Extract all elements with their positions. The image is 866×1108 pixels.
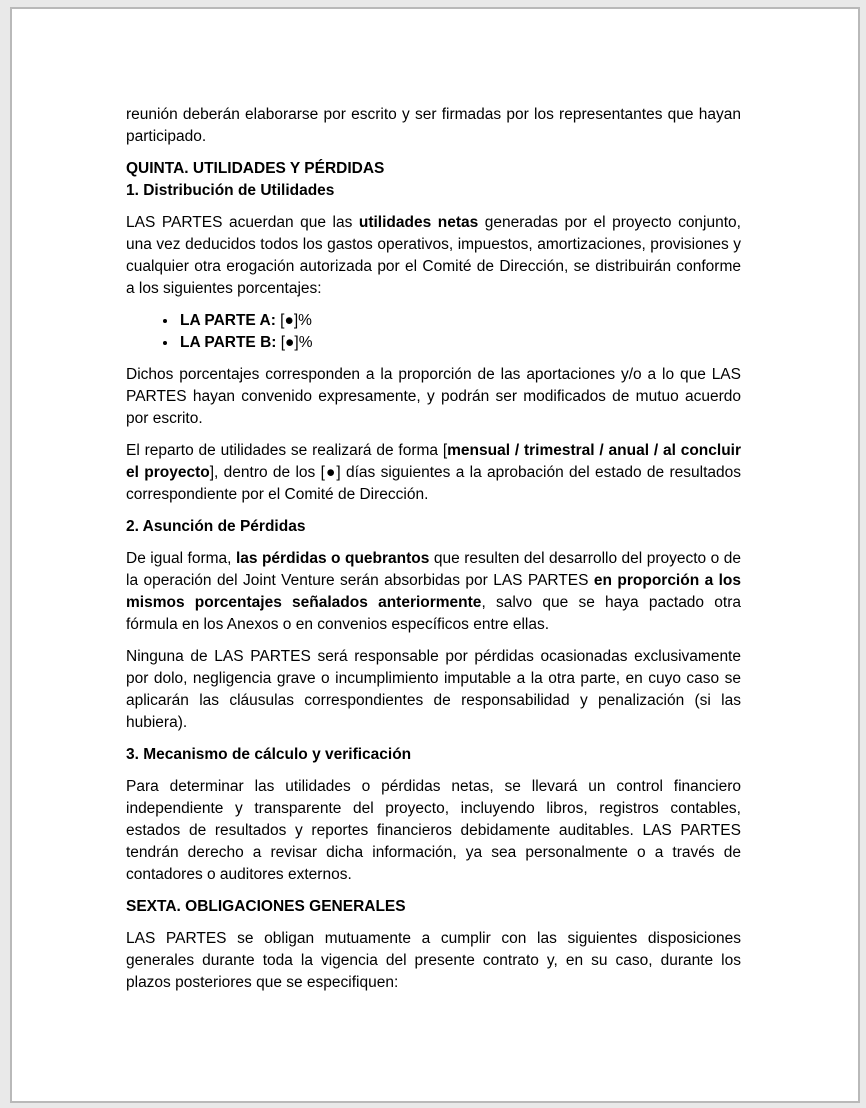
text: LAS PARTES acuerdan que las: [126, 214, 359, 231]
bold-text: SEXTA. OBLIGACIONES GENERALES: [126, 898, 406, 915]
heading-line: [126, 516, 741, 538]
text: Dichos porcentajes corresponden a la proporción de las aportaciones y/o a lo que LAS PARTES hayan convenido expresamente, y podrán ser modificados de mutuo acuerdo por escrito.: [126, 366, 741, 427]
paragraph: [126, 212, 741, 300]
text: [●]%: [276, 334, 313, 351]
bold-text: en proporción a los mismos porcentajes señalados anteriormente: [126, 572, 741, 611]
text: LAS PARTES se obligan mutuamente a cumplir con las siguientes disposiciones generales durante toda la vigencia del presente contrato y, en su caso, durante los plazos posteriores que se especifiquen:: [126, 930, 741, 991]
bold-text: utilidades netas: [358, 214, 479, 231]
bold-text: LA PARTE B:: [180, 334, 277, 351]
bold-text: 2. Asunción de Pérdidas: [126, 518, 306, 535]
heading-line: [126, 158, 741, 180]
bold-text: las pérdidas o quebrantos: [235, 550, 430, 567]
text: generadas por el proyecto conjunto, una vez deducidos todos los gastos operativos, impuestos, amortizaciones, provisiones y cualquier otra erogación autorizada por el Comité de Dirección, se distribuirán conforme a los siguientes porcentajes:: [126, 214, 741, 297]
text: De igual forma,: [126, 550, 236, 567]
section-heading: [126, 516, 741, 538]
text: [●]%: [275, 312, 312, 329]
bold-text: LA PARTE A:: [180, 312, 276, 329]
text: que resulten del desarrollo del proyecto o de la operación del Joint Venture serán absorbidas por LAS PARTES: [126, 550, 741, 589]
list-item: [178, 332, 741, 354]
heading-line: [126, 896, 741, 918]
paragraph: [126, 364, 741, 430]
text: Para determinar las utilidades o pérdidas netas, se llevará un control financiero independiente y transparente del proyecto, incluyendo libros, registros contables, estados de resultados y reportes financieros debidamente auditables. LAS PARTES tendrán derecho a revisar dicha información, ya sea personalmente o a través de contadores o auditores externos.: [126, 778, 741, 883]
paragraph: [126, 104, 741, 148]
document-page: [10, 7, 860, 1103]
text: El reparto de utilidades se realizará de forma [: [126, 442, 448, 459]
heading-line: [126, 744, 741, 766]
bold-text: mensual / trimestral / anual / al concluir el proyecto: [126, 442, 741, 481]
heading-line: [126, 180, 741, 202]
text: ], dentro de los [●] días siguientes a la aprobación del estado de resultados correspondiente por el Comité de Dirección.: [126, 464, 741, 503]
text: reunión deberán elaborarse por escrito y ser firmadas por los representantes que hayan participado.: [126, 106, 741, 145]
bold-text: 1. Distribución de Utilidades: [126, 182, 335, 199]
section-heading: [126, 896, 741, 918]
document-content: [126, 104, 741, 1004]
paragraph: [126, 928, 741, 994]
section-heading: [126, 158, 741, 202]
paragraph: [126, 440, 741, 506]
bold-text: 3. Mecanismo de cálculo y verificación: [126, 746, 412, 763]
text: , salvo que se haya pactado otra fórmula en los Anexos o en convenios específicos entre ellas.: [126, 594, 741, 633]
paragraph: [126, 776, 741, 886]
paragraph: [126, 646, 741, 734]
section-heading: [126, 744, 741, 766]
paragraph: [126, 548, 741, 636]
list-item: [178, 310, 741, 332]
bullet-list: [126, 310, 741, 354]
text: Ninguna de LAS PARTES será responsable por pérdidas ocasionadas exclusivamente por dolo, negligencia grave o incumplimiento imputable a la otra parte, en cuyo caso se aplicarán las cláusulas correspondientes de responsabilidad y penalización (si las hubiera).: [126, 648, 741, 731]
bold-text: QUINTA. UTILIDADES Y PÉRDIDAS: [126, 160, 385, 177]
